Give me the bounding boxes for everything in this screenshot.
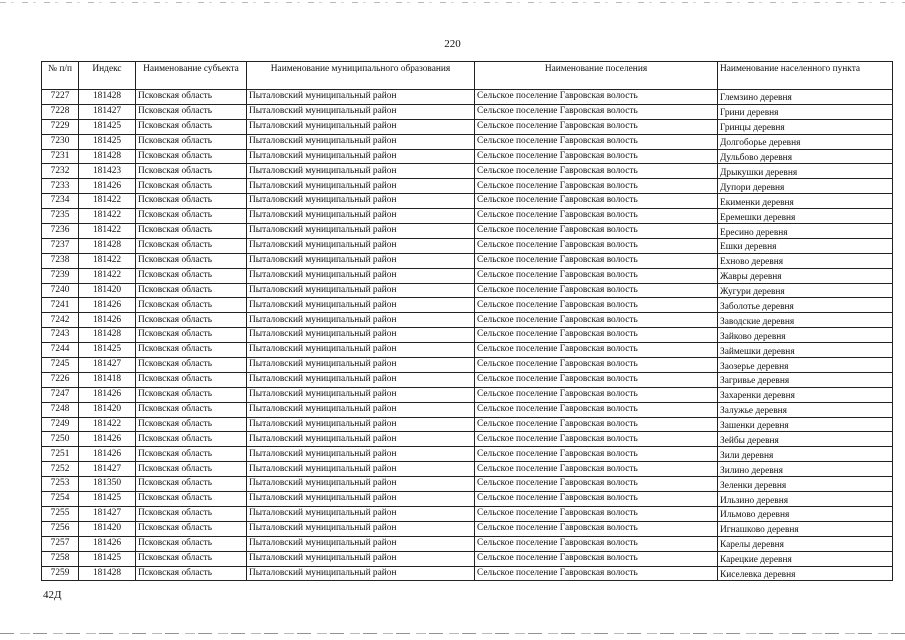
cell-locality: Екименки деревня (718, 194, 893, 209)
cell-index: 181425 (79, 343, 136, 358)
cell-subject: Псковская область (136, 164, 247, 179)
cell-settlement: Сельское поселение Гавровская волость (475, 566, 718, 581)
table-row (42, 134, 893, 149)
table-row (42, 238, 893, 253)
scan-edge-top (0, 2, 905, 3)
cell-num: 7232 (42, 164, 79, 179)
cell-num: 7253 (42, 477, 79, 492)
cell-municipality: Пыталовский муниципальный район (247, 506, 475, 521)
cell-num: 7231 (42, 149, 79, 164)
cell-subject: Псковская область (136, 432, 247, 447)
cell-subject: Псковская область (136, 104, 247, 119)
cell-index: 181428 (79, 238, 136, 253)
table-row (42, 313, 893, 328)
cell-locality: Жугури деревня (718, 283, 893, 298)
cell-settlement: Сельское поселение Гавровская волость (475, 104, 718, 119)
cell-municipality: Пыталовский муниципальный район (247, 209, 475, 224)
cell-settlement: Сельское поселение Гавровская волость (475, 536, 718, 551)
table-row (42, 209, 893, 224)
cell-municipality: Пыталовский муниципальный район (247, 164, 475, 179)
cell-subject: Псковская область (136, 521, 247, 536)
header-num: № п/п (42, 62, 79, 90)
cell-locality: Ересино деревня (718, 224, 893, 239)
settlements-table (41, 61, 893, 581)
cell-locality: Дрыкушки деревня (718, 164, 893, 179)
table-row (42, 551, 893, 566)
cell-locality: Карелы деревня (718, 536, 893, 551)
cell-settlement: Сельское поселение Гавровская волость (475, 447, 718, 462)
cell-settlement: Сельское поселение Гавровская волость (475, 268, 718, 283)
cell-index: 181420 (79, 402, 136, 417)
table-row (42, 521, 893, 536)
cell-locality: Еремешки деревня (718, 209, 893, 224)
table-row (42, 298, 893, 313)
table-row (42, 387, 893, 402)
cell-locality: Ильмово деревня (718, 506, 893, 521)
cell-locality: Дульбово деревня (718, 149, 893, 164)
cell-num: 7237 (42, 238, 79, 253)
cell-municipality: Пыталовский муниципальный район (247, 521, 475, 536)
cell-settlement: Сельское поселение Гавровская волость (475, 432, 718, 447)
cell-municipality: Пыталовский муниципальный район (247, 119, 475, 134)
cell-settlement: Сельское поселение Гавровская волость (475, 402, 718, 417)
cell-num: 7230 (42, 134, 79, 149)
cell-num: 7227 (42, 90, 79, 105)
cell-index: 181427 (79, 462, 136, 477)
cell-settlement: Сельское поселение Гавровская волость (475, 387, 718, 402)
table-header (42, 62, 893, 90)
table-row (42, 402, 893, 417)
cell-municipality: Пыталовский муниципальный район (247, 477, 475, 492)
cell-subject: Псковская область (136, 313, 247, 328)
cell-locality: Долгоборье деревня (718, 134, 893, 149)
table-row (42, 372, 893, 387)
cell-num: 7233 (42, 179, 79, 194)
cell-index: 181425 (79, 492, 136, 507)
cell-settlement: Сельское поселение Гавровская волость (475, 194, 718, 209)
cell-settlement: Сельское поселение Гавровская волость (475, 149, 718, 164)
cell-subject: Псковская область (136, 402, 247, 417)
cell-settlement: Сельское поселение Гавровская волость (475, 358, 718, 373)
cell-municipality: Пыталовский муниципальный район (247, 104, 475, 119)
cell-index: 181420 (79, 521, 136, 536)
cell-num: 7239 (42, 268, 79, 283)
cell-settlement: Сельское поселение Гавровская волость (475, 506, 718, 521)
header-locality: Наименование населенного пункта (718, 62, 893, 90)
cell-subject: Псковская область (136, 492, 247, 507)
cell-municipality: Пыталовский муниципальный район (247, 432, 475, 447)
cell-subject: Псковская область (136, 447, 247, 462)
cell-subject: Псковская область (136, 551, 247, 566)
cell-index: 181428 (79, 90, 136, 105)
cell-settlement: Сельское поселение Гавровская волость (475, 462, 718, 477)
cell-num: 7258 (42, 551, 79, 566)
header-settlement: Наименование поселения (475, 62, 718, 90)
cell-index: 181426 (79, 447, 136, 462)
cell-subject: Псковская область (136, 536, 247, 551)
cell-locality: Глемзино деревня (718, 90, 893, 105)
cell-index: 181427 (79, 104, 136, 119)
cell-municipality: Пыталовский муниципальный район (247, 149, 475, 164)
cell-num: 7254 (42, 492, 79, 507)
cell-municipality: Пыталовский муниципальный район (247, 283, 475, 298)
table-row (42, 417, 893, 432)
cell-subject: Псковская область (136, 179, 247, 194)
cell-municipality: Пыталовский муниципальный район (247, 566, 475, 581)
header-subject: Наименование субъекта (136, 62, 247, 90)
cell-locality: Займешки деревня (718, 343, 893, 358)
cell-index: 181425 (79, 119, 136, 134)
cell-settlement: Сельское поселение Гавровская волость (475, 328, 718, 343)
cell-locality: Зашенки деревня (718, 417, 893, 432)
cell-municipality: Пыталовский муниципальный район (247, 194, 475, 209)
cell-index: 181426 (79, 298, 136, 313)
cell-locality: Карецкие деревня (718, 551, 893, 566)
table-row (42, 164, 893, 179)
table-row (42, 506, 893, 521)
cell-settlement: Сельское поселение Гавровская волость (475, 313, 718, 328)
cell-subject: Псковская область (136, 387, 247, 402)
cell-subject: Псковская область (136, 238, 247, 253)
cell-subject: Псковская область (136, 253, 247, 268)
cell-municipality: Пыталовский муниципальный район (247, 238, 475, 253)
cell-index: 181422 (79, 268, 136, 283)
scan-edge-bottom (0, 633, 905, 634)
cell-locality: Загривье деревня (718, 372, 893, 387)
cell-index: 181428 (79, 149, 136, 164)
cell-num: 7236 (42, 224, 79, 239)
cell-num: 7257 (42, 536, 79, 551)
cell-subject: Псковская область (136, 358, 247, 373)
cell-municipality: Пыталовский муниципальный район (247, 447, 475, 462)
cell-index: 181422 (79, 224, 136, 239)
cell-subject: Псковская область (136, 119, 247, 134)
cell-locality: Зилино деревня (718, 462, 893, 477)
cell-municipality: Пыталовский муниципальный район (247, 90, 475, 105)
cell-locality: Заболотье деревня (718, 298, 893, 313)
cell-municipality: Пыталовский муниципальный район (247, 134, 475, 149)
cell-municipality: Пыталовский муниципальный район (247, 402, 475, 417)
cell-locality: Ильзино деревня (718, 492, 893, 507)
cell-settlement: Сельское поселение Гавровская волость (475, 298, 718, 313)
cell-index: 181427 (79, 358, 136, 373)
table-row (42, 477, 893, 492)
cell-num: 7256 (42, 521, 79, 536)
table-row (42, 328, 893, 343)
table-row (42, 179, 893, 194)
cell-locality: Зейбы деревня (718, 432, 893, 447)
cell-municipality: Пыталовский муниципальный район (247, 328, 475, 343)
cell-index: 181426 (79, 387, 136, 402)
cell-num: 7250 (42, 432, 79, 447)
cell-locality: Заозерье деревня (718, 358, 893, 373)
cell-index: 181426 (79, 432, 136, 447)
cell-num: 7226 (42, 372, 79, 387)
cell-index: 181426 (79, 313, 136, 328)
table-row (42, 343, 893, 358)
cell-municipality: Пыталовский муниципальный район (247, 343, 475, 358)
cell-index: 181422 (79, 253, 136, 268)
cell-num: 7255 (42, 506, 79, 521)
cell-locality: Зили деревня (718, 447, 893, 462)
table-row (42, 268, 893, 283)
cell-settlement: Сельское поселение Гавровская волость (475, 134, 718, 149)
cell-subject: Псковская область (136, 417, 247, 432)
table-row (42, 119, 893, 134)
cell-locality: Залужье деревня (718, 402, 893, 417)
cell-num: 7242 (42, 313, 79, 328)
cell-settlement: Сельское поселение Гавровская волость (475, 209, 718, 224)
table-row (42, 432, 893, 447)
cell-municipality: Пыталовский муниципальный район (247, 313, 475, 328)
cell-num: 7252 (42, 462, 79, 477)
cell-locality: Зайково деревня (718, 328, 893, 343)
cell-num: 7247 (42, 387, 79, 402)
cell-num: 7251 (42, 447, 79, 462)
cell-subject: Псковская область (136, 194, 247, 209)
cell-settlement: Сельское поселение Гавровская волость (475, 224, 718, 239)
cell-subject: Псковская область (136, 462, 247, 477)
cell-subject: Псковская область (136, 343, 247, 358)
cell-settlement: Сельское поселение Гавровская волость (475, 179, 718, 194)
cell-municipality: Пыталовский муниципальный район (247, 551, 475, 566)
table-row (42, 447, 893, 462)
cell-index: 181422 (79, 194, 136, 209)
cell-subject: Псковская область (136, 372, 247, 387)
cell-settlement: Сельское поселение Гавровская волость (475, 417, 718, 432)
cell-municipality: Пыталовский муниципальный район (247, 372, 475, 387)
cell-subject: Псковская область (136, 298, 247, 313)
cell-municipality: Пыталовский муниципальный район (247, 492, 475, 507)
cell-municipality: Пыталовский муниципальный район (247, 268, 475, 283)
cell-municipality: Пыталовский муниципальный район (247, 536, 475, 551)
cell-subject: Псковская область (136, 134, 247, 149)
table-row (42, 358, 893, 373)
cell-locality: Заводские деревня (718, 313, 893, 328)
cell-locality: Жавры деревня (718, 268, 893, 283)
cell-num: 7229 (42, 119, 79, 134)
table-row (42, 194, 893, 209)
cell-settlement: Сельское поселение Гавровская волость (475, 551, 718, 566)
cell-index: 181425 (79, 551, 136, 566)
footer-code: 42Д (43, 589, 62, 601)
header-municipality: Наименование муниципального образования (247, 62, 475, 90)
cell-settlement: Сельское поселение Гавровская волость (475, 283, 718, 298)
cell-subject: Псковская область (136, 90, 247, 105)
table-row (42, 149, 893, 164)
cell-municipality: Пыталовский муниципальный район (247, 462, 475, 477)
table-body (42, 90, 893, 581)
cell-locality: Зеленки деревня (718, 477, 893, 492)
cell-num: 7248 (42, 402, 79, 417)
cell-index: 181427 (79, 506, 136, 521)
cell-num: 7235 (42, 209, 79, 224)
cell-index: 181422 (79, 417, 136, 432)
cell-locality: Грини деревня (718, 104, 893, 119)
cell-index: 181428 (79, 328, 136, 343)
cell-locality: Ешки деревня (718, 238, 893, 253)
cell-settlement: Сельское поселение Гавровская волость (475, 253, 718, 268)
cell-num: 7245 (42, 358, 79, 373)
cell-num: 7228 (42, 104, 79, 119)
cell-subject: Псковская область (136, 268, 247, 283)
cell-municipality: Пыталовский муниципальный район (247, 358, 475, 373)
cell-subject: Псковская область (136, 224, 247, 239)
cell-settlement: Сельское поселение Гавровская волость (475, 492, 718, 507)
cell-num: 7259 (42, 566, 79, 581)
cell-index: 181426 (79, 179, 136, 194)
cell-subject: Псковская область (136, 566, 247, 581)
cell-municipality: Пыталовский муниципальный район (247, 179, 475, 194)
cell-index: 181423 (79, 164, 136, 179)
header-index: Индекс (79, 62, 136, 90)
cell-num: 7238 (42, 253, 79, 268)
table-row (42, 224, 893, 239)
cell-locality: Гринцы деревня (718, 119, 893, 134)
cell-locality: Игнашково деревня (718, 521, 893, 536)
table-row (42, 566, 893, 581)
cell-subject: Псковская область (136, 149, 247, 164)
cell-num: 7244 (42, 343, 79, 358)
page-number: 220 (444, 38, 461, 50)
cell-index: 181428 (79, 566, 136, 581)
cell-municipality: Пыталовский муниципальный район (247, 253, 475, 268)
cell-settlement: Сельское поселение Гавровская волость (475, 119, 718, 134)
cell-num: 7243 (42, 328, 79, 343)
cell-num: 7249 (42, 417, 79, 432)
cell-municipality: Пыталовский муниципальный район (247, 298, 475, 313)
cell-subject: Псковская область (136, 283, 247, 298)
cell-locality: Киселевка деревня (718, 566, 893, 581)
cell-index: 181425 (79, 134, 136, 149)
cell-settlement: Сельское поселение Гавровская волость (475, 90, 718, 105)
cell-locality: Захаренки деревня (718, 387, 893, 402)
table-row (42, 104, 893, 119)
cell-index: 181418 (79, 372, 136, 387)
table-row (42, 462, 893, 477)
table-row (42, 283, 893, 298)
cell-index: 181420 (79, 283, 136, 298)
cell-municipality: Пыталовский муниципальный район (247, 417, 475, 432)
table-row (42, 90, 893, 105)
cell-subject: Псковская область (136, 506, 247, 521)
cell-index: 181426 (79, 536, 136, 551)
cell-index: 181422 (79, 209, 136, 224)
cell-num: 7241 (42, 298, 79, 313)
cell-settlement: Сельское поселение Гавровская волость (475, 238, 718, 253)
cell-settlement: Сельское поселение Гавровская волость (475, 477, 718, 492)
table-row (42, 253, 893, 268)
table-row (42, 492, 893, 507)
cell-settlement: Сельское поселение Гавровская волость (475, 372, 718, 387)
cell-num: 7240 (42, 283, 79, 298)
cell-settlement: Сельское поселение Гавровская волость (475, 164, 718, 179)
cell-num: 7234 (42, 194, 79, 209)
cell-municipality: Пыталовский муниципальный район (247, 387, 475, 402)
cell-subject: Псковская область (136, 209, 247, 224)
cell-subject: Псковская область (136, 477, 247, 492)
cell-index: 181350 (79, 477, 136, 492)
cell-settlement: Сельское поселение Гавровская волость (475, 521, 718, 536)
cell-subject: Псковская область (136, 328, 247, 343)
cell-settlement: Сельское поселение Гавровская волость (475, 343, 718, 358)
header-row (42, 62, 893, 90)
cell-locality: Дупори деревня (718, 179, 893, 194)
table-row (42, 536, 893, 551)
cell-locality: Ехново деревня (718, 253, 893, 268)
cell-municipality: Пыталовский муниципальный район (247, 224, 475, 239)
